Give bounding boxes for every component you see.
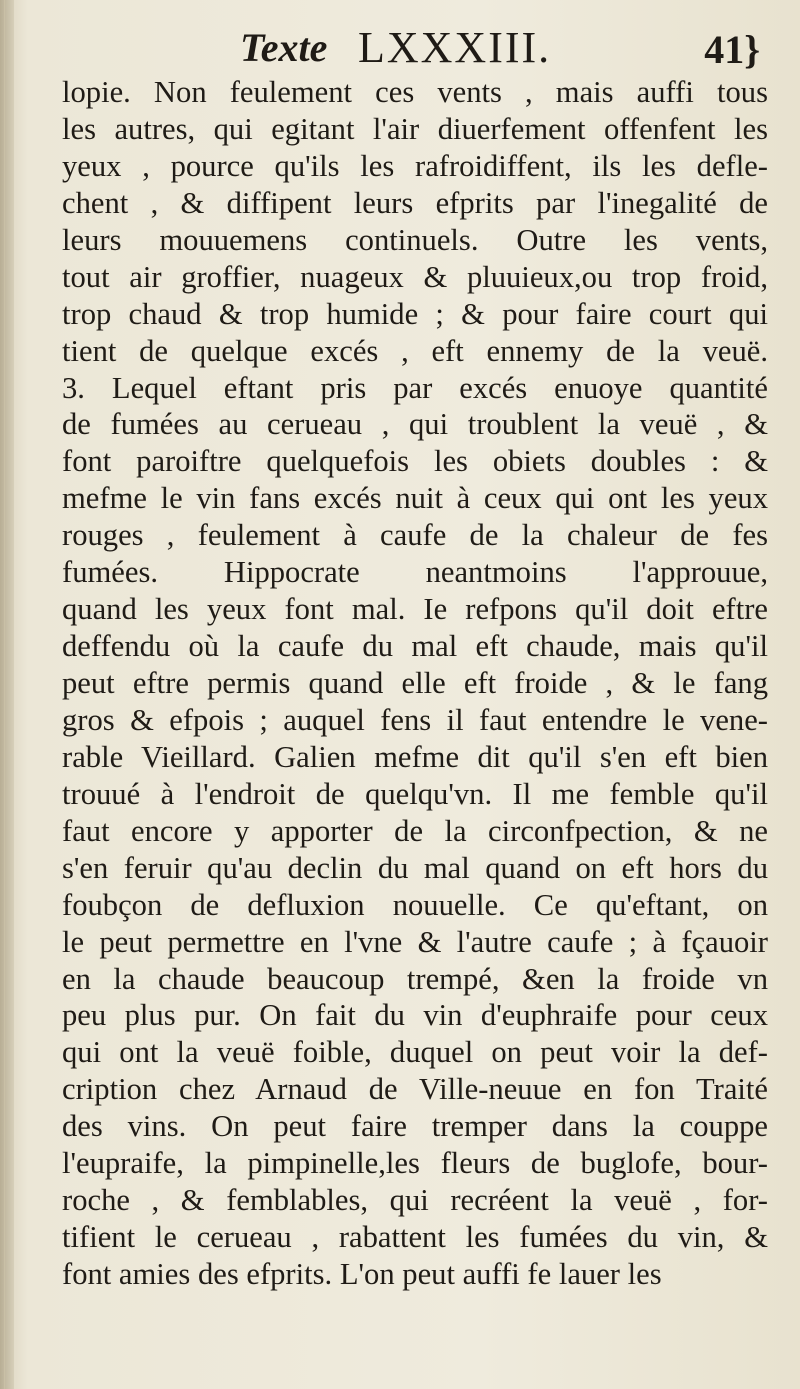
text-line: mefme le vin fans excés nuit à ceux qui ont les yeux xyxy=(62,481,768,516)
page-spine-shadow xyxy=(0,0,14,1389)
text-line: font paroiftre quelquefois les obiets doubles : & xyxy=(62,444,768,479)
running-title: Texte xyxy=(240,25,328,70)
text-line: leurs mouuemens continuels. Outre les vents, xyxy=(62,222,768,257)
text-line: deffendu où la caufe du mal eft chaude, mais qu'il xyxy=(62,629,768,664)
text-line: faut encore y apporter de la circonfpection, & ne xyxy=(62,813,768,848)
text-line: foubçon de defluxion nouuelle. Ce qu'eftant, on xyxy=(62,887,768,922)
text-line: trouué à l'endroit de quelqu'vn. Il me femble qu'il xyxy=(62,776,768,811)
text-line: fumées. Hippocrate neantmoins l'approuue, xyxy=(62,555,768,590)
text-line: lopie. Non feulement ces vents , mais auffi tous xyxy=(62,75,768,109)
text-line: rable Vieillard. Galien mefme dit qu'il s'en eft bien xyxy=(62,739,768,774)
text-line: l'eupraife, la pimpinelle,les fleurs de buglofe, bour- xyxy=(62,1146,768,1181)
text-line: le peut permettre en l'vne & l'autre caufe ; à fçauoir xyxy=(62,924,768,959)
text-line: de fumées au cerueau , qui troublent la veuë , & xyxy=(62,407,768,442)
text-line: en la chaude beaucoup trempé, &en la froide vn xyxy=(62,961,768,996)
text-line: les autres, qui egitant l'air diuerfement offenfent les xyxy=(62,111,768,146)
text-line: tout air groffier, nuageux & pluuieux,ou trop froid, xyxy=(62,259,768,294)
text-line: font amies des efprits. L'on peut auffi fe lauer les xyxy=(62,1257,662,1291)
text-line: s'en feruir qu'au declin du mal quand on eft hors du xyxy=(62,850,768,885)
text-line: trop chaud & trop humide ; & pour faire court qui xyxy=(62,296,768,331)
text-line: qui ont la veuë foible, duquel on peut voir la def- xyxy=(62,1035,768,1070)
text-line: roche , & femblables, qui recréent la veuë , for- xyxy=(62,1183,768,1218)
text-line: quand les yeux font mal. Ie refpons qu'il doit eftre xyxy=(62,592,768,627)
text-line: tifient le cerueau , rabattent les fumées du vin, & xyxy=(62,1220,768,1255)
text-line: rouges , feulement à caufe de la chaleur de fes xyxy=(62,518,768,553)
text-line: cription chez Arnaud de Ville-neuue en fon Traité xyxy=(62,1072,768,1107)
text-line: gros & efpois ; auquel fens il faut entendre le vene- xyxy=(62,702,768,737)
body-text xyxy=(62,74,768,1293)
running-numeral: LXXXIII. xyxy=(358,23,552,72)
text-line: yeux , pource qu'ils les rafroidiffent, ils les defle- xyxy=(62,148,768,183)
text-line: chent , & diffipent leurs efprits par l'inegalité de xyxy=(62,185,768,220)
text-line: des vins. On peut faire tremper dans la couppe xyxy=(62,1109,768,1144)
text-line: 3. Lequel eftant pris par excés enuoye quantité xyxy=(62,370,768,405)
page-edge-line xyxy=(4,0,5,1389)
text-line: tient de quelque excés , eft ennemy de la veuë. xyxy=(62,333,768,368)
text-line: peut eftre permis quand elle eft froide , & le fang xyxy=(62,666,768,700)
page-header xyxy=(240,18,760,74)
text-line: peu plus pur. On fait du vin d'euphraife pour ceux xyxy=(62,998,768,1033)
page-number: 41} xyxy=(704,27,760,72)
